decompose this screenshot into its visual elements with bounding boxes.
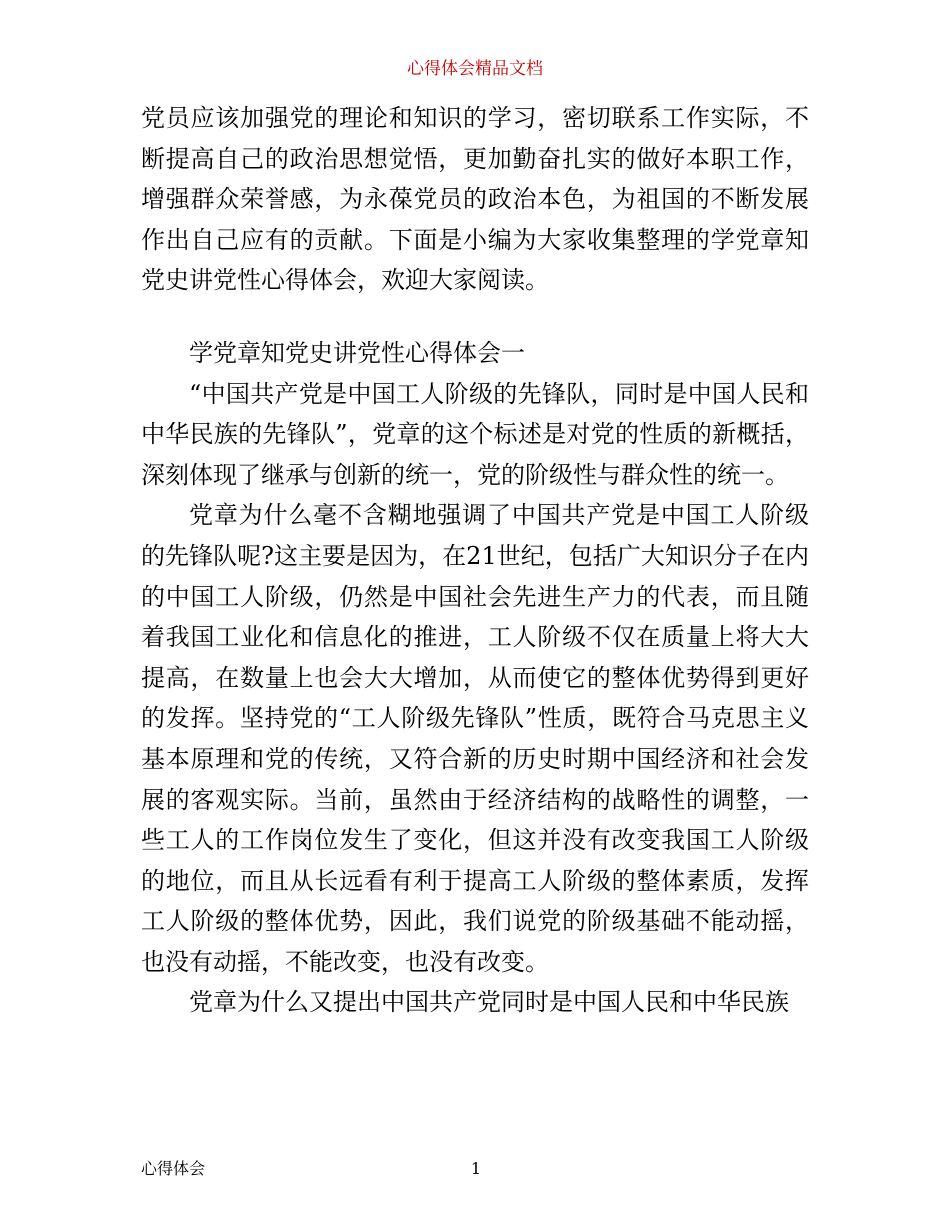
body-paragraph-2: 党章为什么毫不含糊地强调了中国共产党是中国工人阶级的先锋队呢?这主要是因为，在21世纪，包括广大知识分子在内的中国工人阶级，仍然是中国社会先进生产力的代表，而且随着我国工业化和信息化的推进，工人阶级不仅在质量上将大大提高，在数量上也会大大增加，从而使它的整体优势得到更好的发挥。坚持党的“工人阶级先锋队”性质，既符合马克思主义基本原理和党的传统，又符合新的历史时期中国经济和社会发展的客观实际。当前，虽然由于经济结构的战略性的调整，一些工人的工作岗位发生了变化，但这并没有改变我国工人阶级的地位，而且从长远看有利于提高工人阶级的整体素质，发挥工人阶级的整体优势，因此，我们说党的阶级基础不能动摇，也没有动摇，不能改变，也没有改变。 — [141, 501, 809, 976]
document-body — [141, 98, 809, 1023]
section-heading: 学党章知党史讲党性心得体会一 — [189, 338, 525, 367]
page-number: 1 — [470, 1159, 482, 1178]
body-paragraph-3: 党章为什么又提出中国共产党同时是中国人民和中华民族 — [189, 988, 789, 1017]
footer-label: 心得体会 — [141, 1159, 206, 1178]
body-paragraph-1: “中国共产党是中国工人阶级的先锋队，同时是中国人民和中华民族的先锋队”，党章的这个标述是对党的性质的新概括，深刻体现了继承与创新的统一，党的阶级性与群众性的统一。 — [141, 379, 809, 489]
intro-paragraph: 党员应该加强党的理论和知识的学习，密切联系工作实际，不断提高自己的政治思想觉悟，更加勤奋扎实的做好本职工作，增强群众荣誉感，为永葆党员的政治本色，为祖国的不断发展作出自己应有的贡献。下面是小编为大家收集整理的学党章知党史讲党性心得体会，欢迎大家阅读。 — [141, 104, 809, 295]
page-header-title: 心得体会精品文档 — [407, 59, 543, 79]
